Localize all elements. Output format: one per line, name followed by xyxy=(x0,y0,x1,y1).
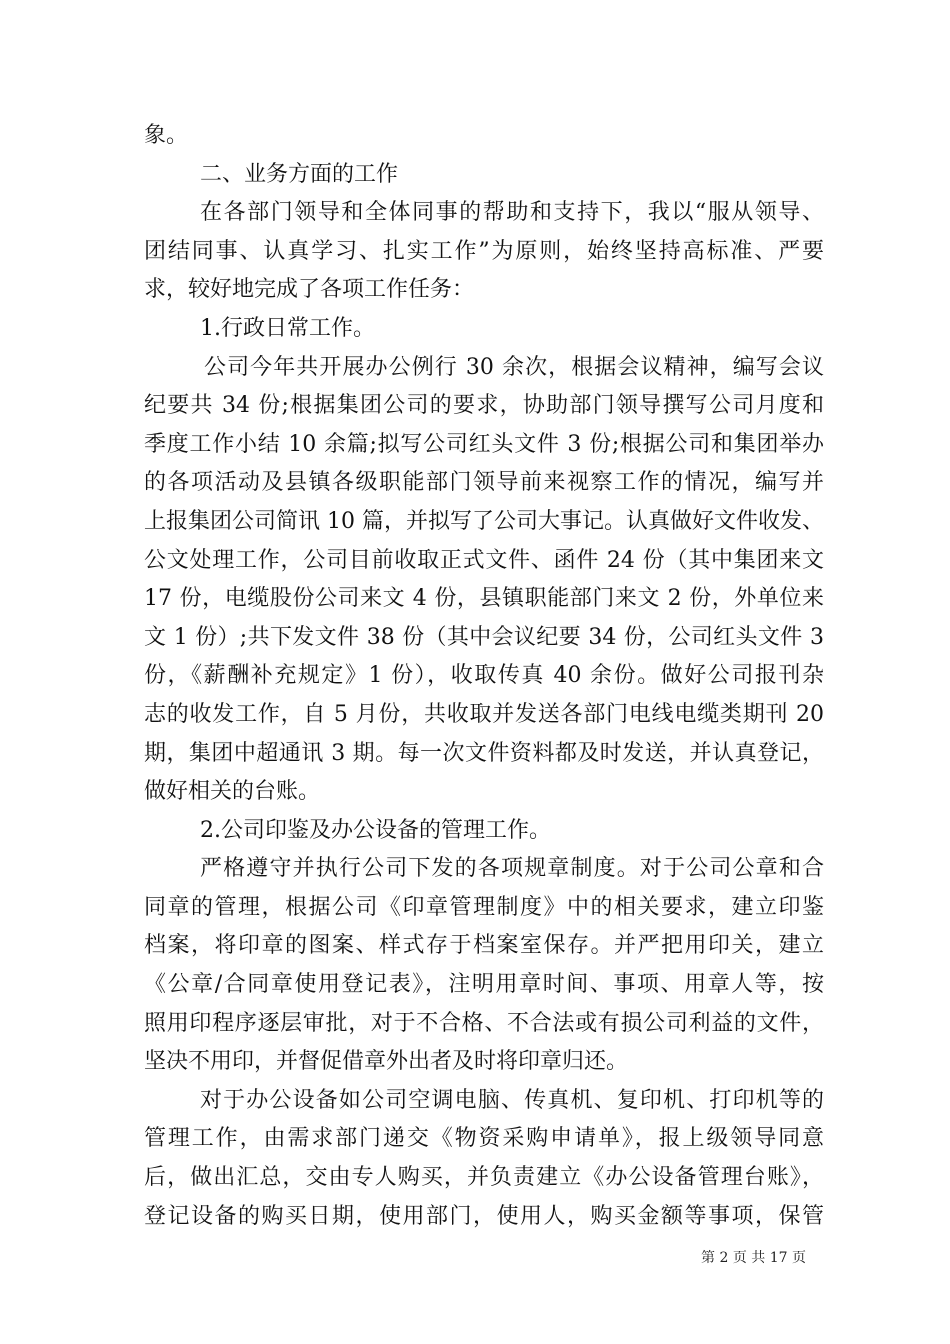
text-line: 季度工作小结 10 余篇;拟写公司红头文件 3 份;根据公司和集团举办 xyxy=(144,431,824,457)
text-line: 管理工作，由需求部门递交《物资采购申请单》，报上级领导同意 xyxy=(144,1126,824,1152)
text-line: 份，《薪酬补充规定》1 份），收取传真 40 余份。做好公司报刊杂 xyxy=(144,663,824,689)
text-line: 公司今年共开展办公例行 30 余次，根据会议精神，编写会议 xyxy=(204,354,824,380)
section-heading: 二、业务方面的工作 xyxy=(200,161,399,187)
text-line: 坚决不用印，并督促借章外出者及时将印章归还。 xyxy=(144,1049,629,1075)
text-line: 照用印程序逐层审批，对于不合格、不合法或有损公司利益的文件， xyxy=(144,1010,824,1036)
subsection-heading: 1.行政日常工作。 xyxy=(200,315,375,341)
text-line: 上报集团公司简讯 10 篇，并拟写了公司大事记。认真做好文件收发、 xyxy=(144,508,824,534)
text-line: 做好相关的台账。 xyxy=(144,779,321,805)
text-line: 《公章/合同章使用登记表》，注明用章时间、事项、用章人等，按 xyxy=(144,972,824,998)
text-line: 团结同事、认真学习、扎实工作”为原则，始终坚持高标准、严要 xyxy=(144,238,824,264)
text-line: 象。 xyxy=(144,123,189,148)
text-line: 登记设备的购买日期，使用部门，使用人，购买金额等事项，保管 xyxy=(144,1203,824,1229)
text-line: 文 1 份）;共下发文件 38 份（其中会议纪要 34 份，公司红头文件 3 xyxy=(144,624,824,650)
text-line: 17 份，电缆股份公司来文 4 份，县镇职能部门来文 2 份，外单位来 xyxy=(144,586,824,612)
page-number: 第 2 页 共 17 页 xyxy=(701,1250,806,1266)
text-line: 期，集团中超通讯 3 期。每一次文件资料都及时发送，并认真登记， xyxy=(144,740,824,766)
text-line: 求，较好地完成了各项工作任务： xyxy=(144,277,475,303)
text-line: 对于办公设备如公司空调电脑、传真机、复印机、打印机等的 xyxy=(200,1087,824,1113)
text-line: 的各项活动及县镇各级职能部门领导前来视察工作的情况，编写并 xyxy=(144,470,824,496)
text-line: 公文处理工作，公司目前收取正式文件、函件 24 份（其中集团来文 xyxy=(144,547,824,573)
text-line: 档案，将印章的图案、样式存于档案室保存。并严把用印关，建立 xyxy=(144,933,824,959)
text-line: 后，做出汇总，交由专人购买，并负责建立《办公设备管理台账》， xyxy=(144,1165,824,1191)
text-line: 志的收发工作，自 5 月份，共收取并发送各部门电线电缆类期刊 20 xyxy=(144,701,824,727)
text-line: 同章的管理，根据公司《印章管理制度》中的相关要求，建立印鉴 xyxy=(144,894,824,920)
subsection-heading: 2.公司印鉴及办公设备的管理工作。 xyxy=(200,817,551,843)
text-line: 严格遵守并执行公司下发的各项规章制度。对于公司公章和合 xyxy=(200,856,824,882)
body-text xyxy=(144,117,824,1236)
text-line: 纪要共 34 份;根据集团公司的要求，协助部门领导撰写公司月度和 xyxy=(144,393,824,419)
text-line: 在各部门领导和全体同事的帮助和支持下，我以“服从领导、 xyxy=(200,200,824,226)
